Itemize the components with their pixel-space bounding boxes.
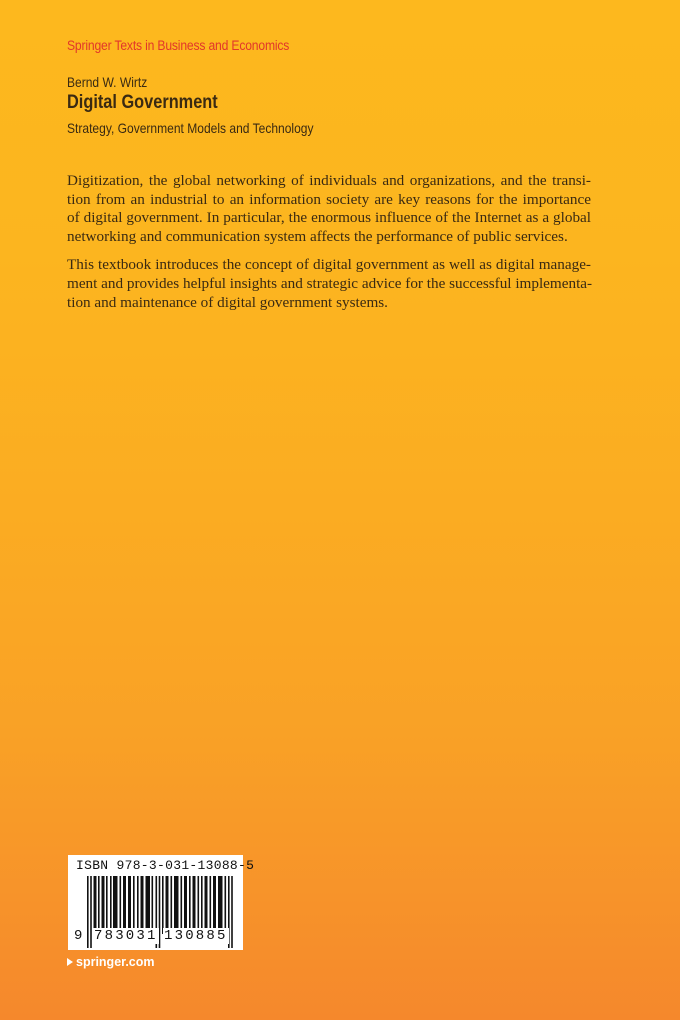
blurb-line: networking and communication system affects the performance of public services. (67, 227, 568, 245)
isbn-label: ISBN 978-3-031-13088-5 (76, 858, 255, 873)
arrow-right-icon (67, 958, 73, 966)
barcode-digits-left: 783031 (94, 928, 158, 944)
blurb-line: This textbook introduces the concept of digital government as well as digital manage- (67, 256, 591, 274)
book-subtitle: Strategy, Government Models and Technology (67, 120, 314, 136)
series-title: Springer Texts in Business and Economics (67, 38, 290, 53)
blurb-line: ment and provides helpful insights and strategic advice for the successful implementa- (67, 274, 593, 292)
springer-website-link[interactable] (67, 955, 155, 969)
blurb-paragraph-2 (67, 256, 591, 312)
blurb-line: of digital government. In particular, the enormous influence of the Internet as a global (67, 209, 591, 227)
barcode-digits-right: 130885 (164, 928, 228, 944)
author-name: Bernd W. Wirtz (67, 74, 148, 90)
blurb-line: Digitization, the global networking of individuals and organizations, and the transi- (67, 172, 591, 189)
barcode-digit-first: 9 (74, 928, 83, 944)
barcode-box (68, 855, 255, 950)
blurb-paragraph-1 (67, 172, 591, 246)
springer-link-text: springer.com (76, 955, 155, 969)
blurb (67, 172, 591, 322)
blurb-line: tion from an industrial to an information society are key reasons for the importance (67, 190, 591, 208)
blurb-line: tion and maintenance of digital government systems. (67, 293, 388, 311)
book-title: Digital Government (67, 92, 218, 113)
